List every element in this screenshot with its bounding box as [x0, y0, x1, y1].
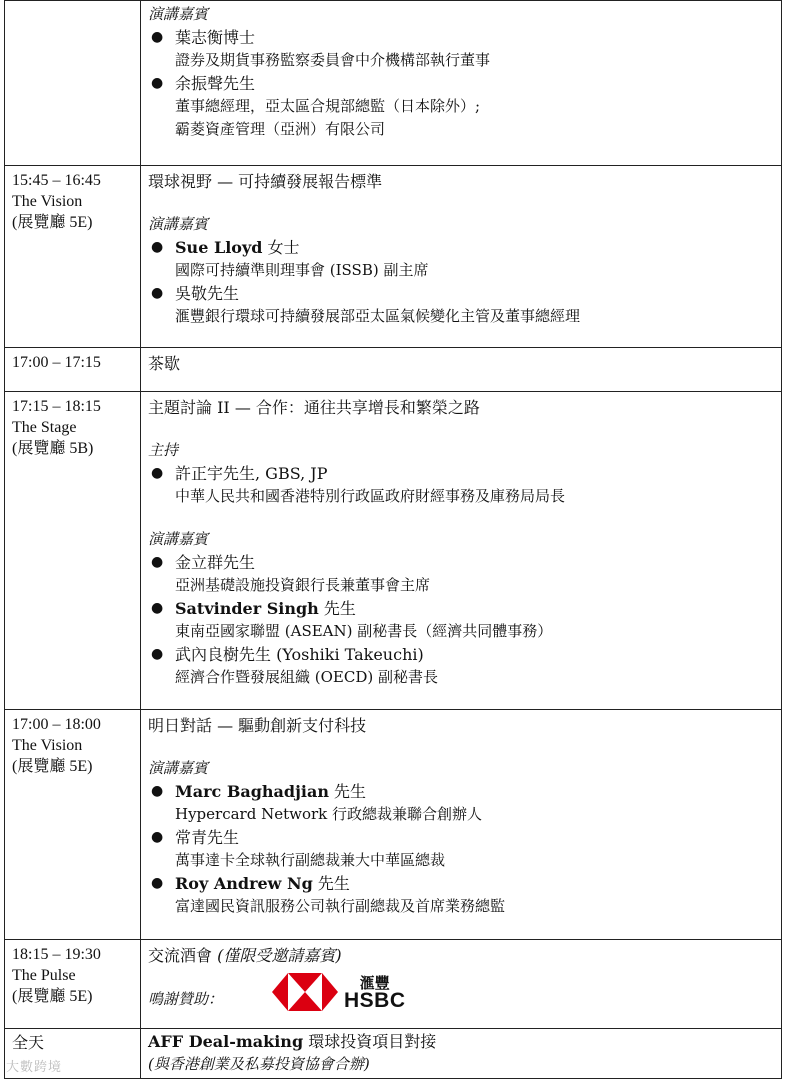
bullet-icon: ● [151, 783, 164, 799]
speaker-list [148, 26, 775, 141]
speaker-role: 滙豐銀行環球可持續發展部亞太區氣候變化主管及董事總經理 [175, 307, 581, 325]
sponsor-row [148, 973, 775, 1011]
session-title: 主題討論 II — 合作：通往共享增長和繁榮之路 [148, 398, 480, 417]
speaker-name: Roy Andrew Ng 先生 [175, 874, 350, 893]
session-cell [141, 1, 782, 166]
session-time: 18:15 – 19:30 [12, 946, 101, 963]
speaker-item [148, 872, 775, 918]
speaker-name: 金立群先生 [175, 553, 256, 572]
speaker-name: Sue Lloyd 女士 [175, 238, 300, 257]
watermark: 大數跨境 [6, 1060, 63, 1075]
speaker-item [148, 597, 775, 643]
speaker-name: Satvinder Singh 先生 [175, 599, 356, 618]
speaker-name: 余振聲先生 [175, 74, 256, 93]
time-cell [5, 940, 141, 1029]
session-venue: The Pulse [12, 967, 76, 984]
speaker-role: 東南亞國家聯盟 (ASEAN) 副秘書長（經濟共同體事務） [175, 622, 553, 640]
session-title: AFF Deal-making 環球投資項目對接 [148, 1032, 437, 1051]
session-cell [141, 166, 782, 348]
agenda-row [5, 392, 782, 710]
sponsor-logo [272, 973, 406, 1011]
host-list [148, 462, 775, 508]
agenda-table [4, 0, 782, 1079]
sponsor-name-cn: 滙豐 [359, 974, 390, 992]
speakers-label: 演講嘉賓 [148, 215, 209, 233]
session-hall: (展覽廳 5E) [12, 988, 93, 1005]
speakers-label: 演講嘉賓 [148, 5, 209, 23]
speakers-label: 演講嘉賓 [148, 759, 209, 777]
speaker-name: 常青先生 [175, 828, 240, 847]
bullet-icon: ● [151, 646, 164, 662]
speaker-role: 證券及期貨事務監察委員會中介機構部執行董事 [175, 51, 491, 69]
time-cell [5, 392, 141, 710]
session-title: 明日對話 — 驅動創新支付科技 [148, 716, 367, 735]
speaker-item [148, 236, 775, 282]
time-cell [5, 166, 141, 348]
hsbc-wordmark [344, 974, 406, 1010]
host-item [148, 462, 775, 508]
session-hall: (展覽廳 5E) [12, 214, 93, 231]
bullet-icon: ● [151, 29, 164, 45]
speaker-item [148, 643, 775, 689]
sponsor-name-en: HSBC [344, 989, 406, 1012]
bullet-icon: ● [151, 465, 164, 481]
agenda-row [5, 710, 782, 940]
speaker-role: 霸菱資產管理（亞洲）有限公司 [175, 120, 386, 138]
sponsor-label: 鳴謝贊助： [148, 990, 224, 1008]
speakers-label: 演講嘉賓 [148, 530, 209, 548]
speaker-role: 國際可持續準則理事會 (ISSB) 副主席 [175, 261, 429, 279]
speaker-name: 吳敬先生 [175, 284, 240, 303]
bullet-icon: ● [151, 875, 164, 891]
session-time: 15:45 – 16:45 [12, 172, 101, 189]
session-time: 全天 [12, 1035, 45, 1052]
bullet-icon: ● [151, 600, 164, 616]
session-cell [141, 710, 782, 940]
bullet-icon: ● [151, 239, 164, 255]
speaker-list [148, 551, 775, 689]
session-title-note: (僅限受邀請嘉賓) [217, 946, 342, 965]
session-hall: (展覽廳 5E) [12, 758, 93, 775]
host-label: 主持 [148, 441, 179, 459]
speaker-item [148, 780, 775, 826]
speaker-item [148, 551, 775, 597]
agenda-row [5, 1029, 782, 1079]
session-title: 茶歇 [148, 354, 181, 373]
session-time: 17:15 – 18:15 [12, 398, 101, 415]
session-title: 交流酒會 (僅限受邀請嘉賓) [148, 946, 342, 965]
agenda-row [5, 166, 782, 348]
session-cell [141, 392, 782, 710]
speaker-name: Marc Baghadjian 先生 [175, 782, 367, 801]
speaker-item [148, 26, 775, 72]
speaker-role: 經濟合作暨發展組織 (OECD) 副秘書長 [175, 668, 438, 686]
speaker-name: 葉志衡博士 [175, 28, 256, 47]
speaker-role: 董事總經理，亞太區合規部總監（日本除外）; [175, 97, 481, 115]
speaker-name: 武內良樹先生 (Yoshiki Takeuchi) [175, 645, 424, 664]
time-cell [5, 710, 141, 940]
speaker-list [148, 780, 775, 918]
session-venue: The Vision [12, 193, 83, 210]
time-cell [5, 348, 141, 392]
session-time: 17:00 – 17:15 [12, 354, 101, 371]
host-name: 許正宇先生, GBS, JP [175, 464, 328, 483]
host-role: 中華人民共和國香港特別行政區政府財經事務及庫務局局長 [175, 487, 566, 505]
bullet-icon: ● [151, 554, 164, 570]
bullet-icon: ● [151, 75, 164, 91]
session-cell [141, 1029, 782, 1079]
agenda-row [5, 1, 782, 166]
session-cell [141, 940, 782, 1029]
speaker-role: 富達國民資訊服務公司執行副總裁及首席業務總監 [175, 897, 506, 915]
speaker-item [148, 282, 775, 328]
speaker-list [148, 236, 775, 328]
time-cell [5, 1, 141, 166]
agenda-row [5, 348, 782, 392]
session-time: 17:00 – 18:00 [12, 716, 101, 733]
session-venue: The Stage [12, 419, 77, 436]
bullet-icon: ● [151, 285, 164, 301]
speaker-item [148, 826, 775, 872]
speaker-role: 亞洲基礎設施投資銀行長兼董事會主席 [175, 576, 431, 594]
speaker-item [148, 72, 775, 141]
session-hall: (展覽廳 5B) [12, 440, 94, 457]
session-venue: The Vision [12, 737, 83, 754]
session-note: (與香港創業及私募投資協會合辦) [148, 1055, 370, 1073]
speaker-role: 萬事達卡全球執行副總裁兼大中華區總裁 [175, 851, 446, 869]
bullet-icon: ● [151, 829, 164, 845]
speaker-role: Hypercard Network 行政總裁兼聯合創辦人 [175, 805, 483, 823]
hsbc-hexagon-logo-icon [272, 973, 338, 1011]
agenda-row [5, 940, 782, 1029]
session-cell [141, 348, 782, 392]
session-title: 環球視野 — 可持續發展報告標準 [148, 172, 383, 191]
